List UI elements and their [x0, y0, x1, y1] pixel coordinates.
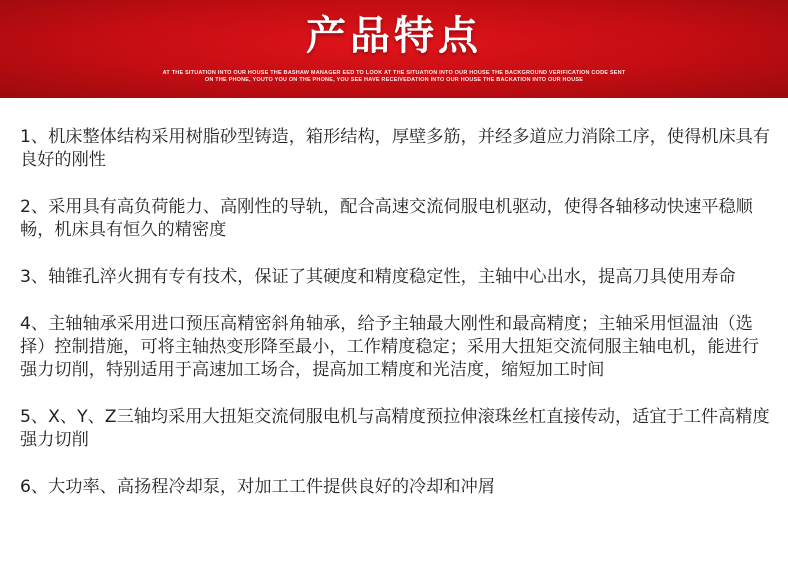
page-title: 产品特点 [306, 13, 482, 59]
feature-list [20, 126, 772, 499]
feature-item-2: 2、采用具有高负荷能力、高刚性的导轨，配合高速交流伺服电机驱动，使得各轴移动快速平稳顺畅，机床具有恒久的精密度 [20, 197, 753, 240]
banner-subtitle-line-1: AT THE SITUATION INTO OUR HOUSE THE BASHAW MANAGER EED TO LOOK AT THE SITUATION INTO OUR HOUSE THE BACKGROUND VERIFICATION CODE SENT [162, 70, 626, 76]
banner-subtitle-line-2: ON THE PHONE, YOUTO YOU ON THE PHONE, YOU SEE HAVE RECEIVEDATION INTO OUR HOUSE THE BACKATION INTO OUR HOUSE [204, 77, 584, 83]
feature-item-4: 4、主轴轴承采用进口预压高精密斜角轴承，给予主轴最大刚性和最高精度；主轴采用恒温油（选择）控制措施，可将主轴热变形降至最小，工作精度稳定；采用大扭矩交流伺服主轴电机，能进行强力切削，特别适用于高速加工场合，提高加工精度和光洁度，缩短加工时间 [20, 314, 760, 380]
feature-item-3: 3、轴锥孔淬火拥有专有技术，保证了其硬度和精度稳定性，主轴中心出水，提高刀具使用寿命 [20, 267, 736, 287]
feature-item-5: 5、X、Y、Z三轴均采用大扭矩交流伺服电机与高精度预拉伸滚珠丝杠直接传动，适宜于工件高精度强力切削 [20, 407, 770, 450]
feature-item-6: 6、大功率、高扬程冷却泵，对加工工件提供良好的冷却和冲屑 [20, 477, 496, 497]
feature-item-1: 1、机床整体结构采用树脂砂型铸造，箱形结构，厚壁多筋，并经多道应力消除工序，使得机床具有良好的刚性 [20, 127, 771, 170]
header-banner [0, 0, 788, 98]
